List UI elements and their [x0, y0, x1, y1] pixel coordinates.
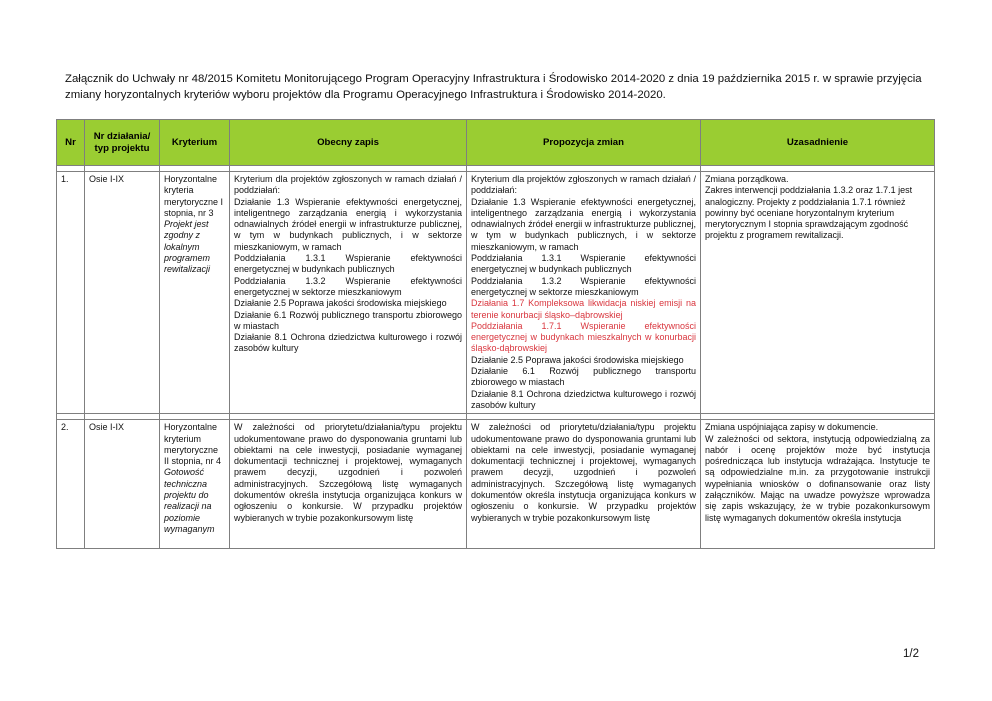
- row1-obecny-line: Działanie 1.3 Wspieranie efektywności energetycznej, inteligentnego zarządzania energią i wykorzystania odnawialnych źródeł energii w infrastrukturze publicznej, w tym w budynkach publicznych, i w sektorze mieszkaniowym, w ramach: [234, 196, 462, 252]
- table-row: [57, 172, 935, 414]
- row1-obecny-line: Kryterium dla projektów zgłoszonych w ramach działań / poddziałań:: [234, 174, 462, 196]
- table-header-row: [57, 120, 935, 166]
- row1-kryterium-text: Horyzontalne kryteria merytoryczne I stopnia, nr 3: [164, 174, 224, 218]
- row1-obecny-line: Działanie 6.1 Rozwój publicznego transportu zbiorowego w miastach: [234, 309, 462, 331]
- row1-nr: 1.: [57, 172, 85, 414]
- row1-obecny-zapis: [230, 172, 467, 414]
- row2-uzasadnienie-line: W zależności od sektora, instytucją odpowiedzialną za nabór i ocenę projektów może być instytucja pośrednicząca lub instytucja wdrażająca. Instytucje te są odpowiedzialne m.in. za przygotowanie instrukcji wypełniania wniosków o dofinansowanie oraz listy załączników. Mając na uwadze powyższe wprowadza się zapis wskazujący, że w trybie pozakonkursowym listę wymaganych dokumentów określa instytucja: [705, 433, 930, 523]
- row1-propozycja-line: Poddziałania 1.3.2 Wspieranie efektywności energetycznej w sektorze mieszkaniowym: [471, 275, 696, 297]
- row1-uzasadnienie-line: Zmiana porządkowa.: [705, 174, 789, 184]
- header-dzialanie: Nr działania/ typ projektu: [85, 120, 160, 166]
- row1-propozycja-line: Kryterium dla projektów zgłoszonych w ramach działań / poddziałań:: [471, 174, 696, 196]
- header-nr: Nr: [57, 120, 85, 166]
- row1-propozycja-line: Działanie 1.3 Wspieranie efektywności energetycznej, inteligentnego zarządzania energią i wykorzystania odnawialnych źródeł energii w infrastrukturze publicznej, w tym w budynkach publicznych, i w sektorze mieszkaniowym, w ramach: [471, 196, 696, 252]
- row1-propozycja-added-line: Działania 1.7 Kompleksowa likwidacja niskiej emisji na terenie konurbacji śląsko–dąbrowskiej: [471, 298, 696, 320]
- row1-obecny-line: Działanie 8.1 Ochrona dziedzictwa kulturowego i rozwój zasobów kultury: [234, 332, 462, 354]
- document-heading: Załącznik do Uchwały nr 48/2015 Komitetu Monitorującego Program Operacyjny Infrastruktura i Środowisko 2014-2020 z dnia 19 października 2015 r. w sprawie przyjęcia zmiany horyzontalnych kryteriów wyboru projektów dla Programu Operacyjnego Infrastruktura i Środowisko 2014-2020.: [65, 73, 922, 101]
- row1-obecny-line: Działanie 2.5 Poprawa jakości środowiska miejskiego: [234, 298, 447, 309]
- row2-kryterium: [160, 420, 230, 549]
- row2-uzasadnienie: [701, 420, 935, 549]
- table-row: [57, 420, 935, 549]
- row1-propozycja-line: Poddziałania 1.3.1 Wspieranie efektywności energetycznej w budynkach publicznych: [471, 253, 696, 275]
- row1-propozycja-line: Działanie 8.1 Ochrona dziedzictwa kulturowego i rozwój zasobów kultury: [471, 388, 696, 410]
- page-number: 1/2: [903, 648, 919, 660]
- header-uzasadnienie: Uzasadnienie: [701, 120, 935, 166]
- row1-uzasadnienie-line: Zakres interwencji poddziałania 1.3.2 oraz 1.7.1 jest analogiczny. Projekty z poddziałania 1.7.1 również powinny być oceniane horyzontalnym kryterium merytorycznym I stopnia sprawdzającym zgodność projektu z programem rewitalizacji.: [705, 185, 913, 241]
- row1-obecny-line: Poddziałania 1.3.1 Wspieranie efektywności energetycznej w budynkach publicznych: [234, 253, 462, 275]
- row1-uzasadnienie: [701, 172, 935, 414]
- row2-uzasadnienie-line: Zmiana uspójniająca zapisy w dokumencie.: [705, 422, 879, 433]
- row1-propozycja-zmian: [467, 172, 701, 414]
- row2-obecny-zapis: W zależności od priorytetu/działania/typu projektu udokumentowane prawo do dysponowania gruntami lub obiektami na cele inwestycji, posiadanie wymaganej dokumentacji technicznej i projektowej, wymaganych prawem decyzji, uzgodnień i pozwoleń administracyjnych. Szczegółową listę wymaganych dokumentów określa instytucja organizująca konkurs w ogłoszeniu o konkursie. W przypadku projektów wybieranych w trybie pozakonkursowym listę: [230, 420, 467, 549]
- row1-propozycja-line: Działanie 2.5 Poprawa jakości środowiska miejskiego: [471, 354, 684, 365]
- row2-dzialanie: Osie I-IX: [85, 420, 160, 549]
- header-obecny-zapis: Obecny zapis: [230, 120, 467, 166]
- row2-propozycja-zmian: W zależności od priorytetu/działania/typu projektu udokumentowane prawo do dysponowania gruntami lub obiektami na cele inwestycji, posiadanie wymaganej dokumentacji technicznej i projektowej, wymaganych prawem decyzji, uzgodnień i pozwoleń administracyjnych. Szczegółową listę wymaganych dokumentów określa instytucja organizująca konkurs w ogłoszeniu o konkursie. W przypadku projektów wybieranych w trybie pozakonkursowym listę: [467, 420, 701, 549]
- row1-kryterium: [160, 172, 230, 414]
- row2-kryterium-title: Gotowość techniczna projektu do realizacji na poziomie wymaganym: [164, 467, 215, 534]
- row1-propozycja-line: Działanie 6.1 Rozwój publicznego transportu zbiorowego w miastach: [471, 366, 696, 388]
- row1-kryterium-title: Projekt jest zgodny z lokalnym programem rewitalizacji: [164, 219, 211, 275]
- criteria-table: [56, 119, 935, 549]
- row2-nr: 2.: [57, 420, 85, 549]
- row1-dzialanie: Osie I-IX: [85, 172, 160, 414]
- header-kryterium: Kryterium: [160, 120, 230, 166]
- row1-propozycja-added-line: Poddziałania 1.7.1 Wspieranie efektywności energetycznej w budynkach mieszkalnych w konurbacji śląsko-dąbrowskiej: [471, 320, 696, 354]
- row2-kryterium-text: Horyzontalne kryterium merytoryczne II stopnia, nr 4: [164, 422, 222, 467]
- header-propozycja-zmian: Propozycja zmian: [467, 120, 701, 166]
- row1-obecny-line: Poddziałania 1.3.2 Wspieranie efektywności energetycznej w sektorze mieszkaniowym: [234, 275, 462, 297]
